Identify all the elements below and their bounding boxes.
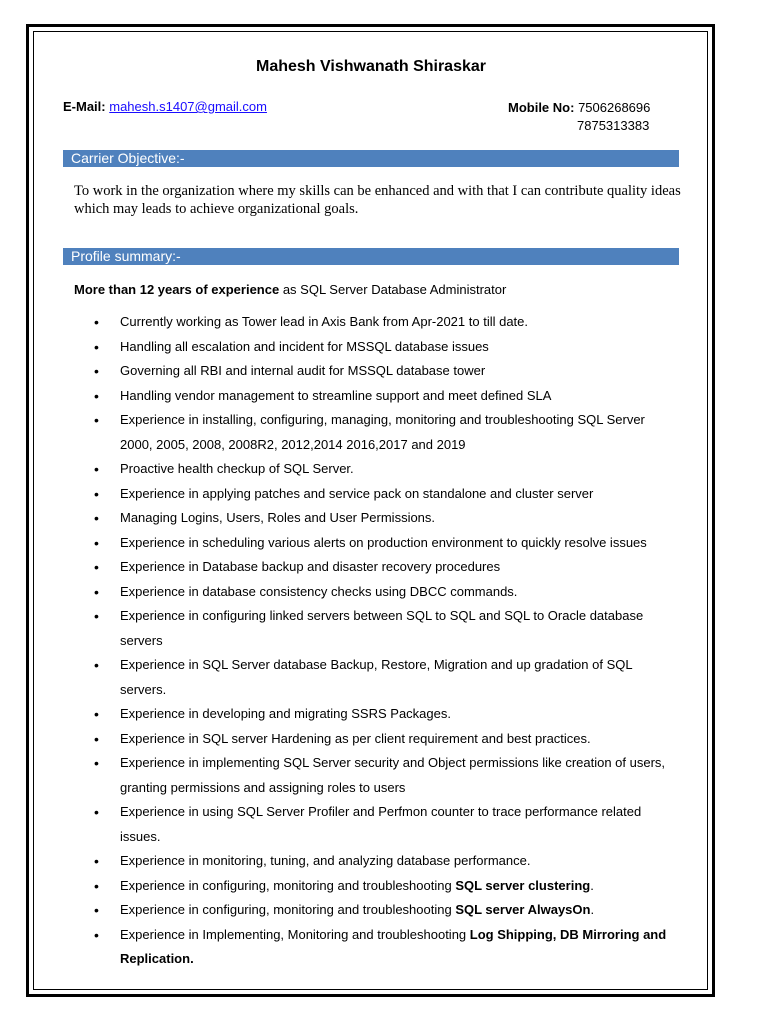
bullet-text: Experience in SQL server Hardening as per client requirement and best practices. [120, 730, 591, 746]
profile-bullet-item [88, 653, 678, 702]
profile-bullet-item [88, 604, 678, 653]
profile-bullet-item [88, 555, 678, 580]
objective-heading: Carrier Objective:- [63, 150, 679, 167]
bullet-text: Experience in configuring linked servers between SQL to SQL and SQL to Oracle database servers [120, 608, 644, 648]
bullet-text: Currently working as Tower lead in Axis Bank from Apr-2021 to till date. [120, 314, 529, 329]
bullet-text: Proactive health checkup of SQL Server. [120, 461, 354, 476]
profile-bullet-item [88, 408, 678, 457]
bullet-text: Experience in Implementing, Monitoring and troubleshooting [120, 926, 470, 942]
profile-bullet-list [88, 310, 678, 972]
bullet-text: Experience in SQL Server database Backup, Restore, Migration and up gradation of SQL servers. [120, 657, 633, 697]
profile-bullet-item [88, 849, 678, 874]
bullet-text: Experience in configuring, monitoring and troubleshooting [120, 902, 456, 917]
bullet-text: Handling vendor management to streamline support and meet defined SLA [120, 387, 552, 403]
profile-bullet-item [88, 457, 678, 482]
profile-bullet-item [88, 898, 678, 923]
profile-bullet-item [88, 335, 678, 360]
bullet-tail-text: . [590, 877, 594, 893]
bullet-text: Experience in configuring, monitoring and troubleshooting [120, 877, 456, 893]
profile-bullet-item [88, 310, 678, 335]
bullet-bold-text: Log Shipping, DB Mirroring and Replication. [120, 926, 667, 966]
objective-text: To work in the organization where my skills can be enhanced and with that I can contribute quality ideas which may leads to achieve organizational goals. [74, 183, 681, 217]
bullet-text: Experience in installing, configuring, managing, monitoring and troubleshooting SQL Server 2000, 2005, 2008, 2008R2, 2012,2014 2016,2017 and 2019 [120, 412, 645, 452]
bullet-text: Experience in monitoring, tuning, and analyzing database performance. [120, 853, 531, 868]
email-label: E-Mail: [63, 99, 106, 114]
email-link[interactable]: mahesh.s1407@gmail.com [109, 99, 267, 114]
experience-bold: More than 12 years of experience [74, 282, 280, 297]
mobile-block [508, 99, 650, 135]
profile-bullet-item [88, 506, 678, 531]
bullet-text: Experience in applying patches and service pack on standalone and cluster server [120, 485, 594, 501]
profile-bullet-item [88, 531, 678, 556]
email-row [63, 99, 267, 114]
profile-bullet-item [88, 727, 678, 752]
profile-bullet-item [88, 702, 678, 727]
profile-heading: Profile summary:- [63, 248, 679, 265]
profile-bullet-item [88, 580, 678, 605]
mobile-number-2: 7875313383 [577, 118, 650, 133]
bullet-text: Handling all escalation and incident for MSSQL database issues [120, 338, 489, 354]
experience-rest: as SQL Server Database Administrator [279, 282, 507, 297]
profile-bullet-item [88, 923, 678, 972]
profile-bullet-item [88, 482, 678, 507]
bullet-text: Experience in developing and migrating SSRS Packages. [120, 706, 451, 721]
bullet-bold-text: SQL server clustering [455, 877, 591, 893]
bullet-bold-text: SQL server AlwaysOn [455, 902, 591, 917]
profile-bullet-item [88, 874, 678, 899]
bullet-tail-text: . [590, 902, 595, 917]
profile-bullet-item [88, 384, 678, 409]
mobile-number-1: 7506268696 [578, 100, 651, 115]
bullet-text: Experience in implementing SQL Server security and Object permissions like creation of users, granting permissions and assigning roles to users [120, 755, 666, 795]
candidate-name: Mahesh Vishwanath Shiraskar [255, 58, 486, 75]
bullet-text: Managing Logins, Users, Roles and User Permissions. [120, 510, 436, 525]
profile-bullet-item [88, 751, 678, 800]
experience-summary [74, 282, 506, 297]
bullet-text: Experience in Database backup and disaster recovery procedures [120, 559, 501, 574]
bullet-text: Experience in using SQL Server Profiler and Perfmon counter to trace performance related issues. [120, 804, 642, 844]
profile-bullet-item [88, 359, 678, 384]
bullet-text: Experience in scheduling various alerts on production environment to quickly resolve issues [120, 534, 647, 550]
bullet-text: Governing all RBI and internal audit for MSSQL database tower [120, 363, 486, 378]
mobile-label: Mobile No: [508, 100, 575, 115]
bullet-text: Experience in database consistency checks using DBCC commands. [120, 583, 518, 599]
profile-bullet-item [88, 800, 678, 849]
